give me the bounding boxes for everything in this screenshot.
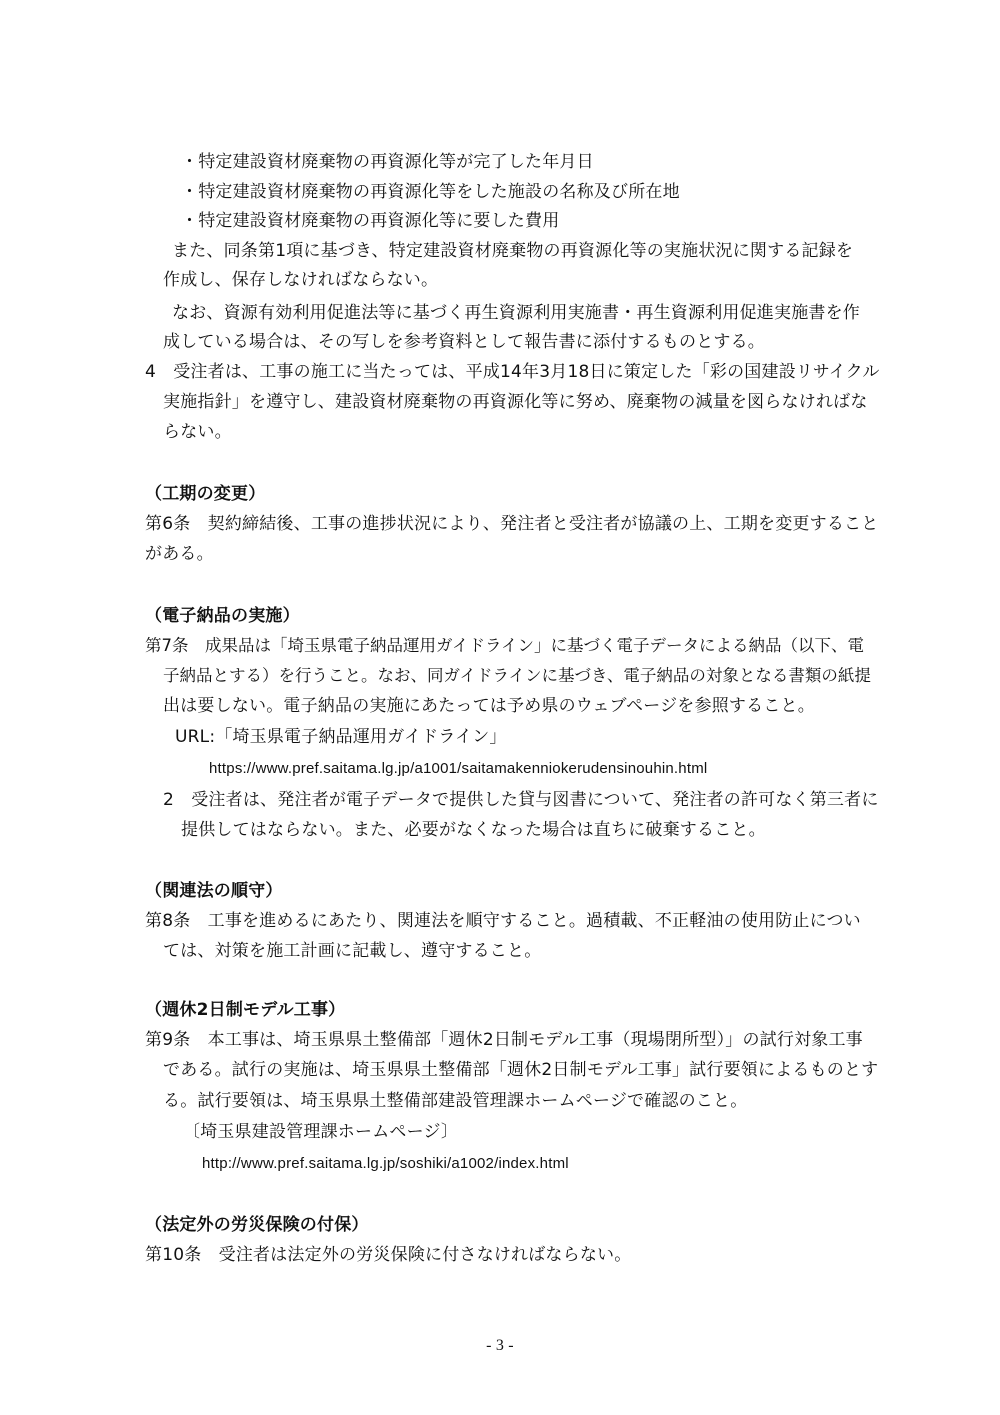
article9-line2: である。試行の実施は、埼玉県県土整備部「週休2日制モデル工事」試行要領によるものとす bbox=[163, 1060, 879, 1080]
bullet-completion-date: ・特定建設資材廃棄物の再資源化等が完了した年月日 bbox=[181, 152, 594, 172]
item4-line1: 4 受注者は、工事の施工に当たっては、平成14年3月18日に策定した「彩の国建設リサイクル bbox=[145, 362, 880, 382]
paragraph-report-line2: 成している場合は、その写しを参考資料として報告書に添付するものとする。 bbox=[163, 332, 765, 352]
page-number: - 3 - bbox=[486, 1337, 514, 1354]
item4-line2: 実施指針」を遵守し、建設資材廃棄物の再資源化等に努め、廃棄物の減量を図らなければな bbox=[163, 392, 868, 412]
article7-heading: （電子納品の実施） bbox=[145, 606, 300, 626]
article7-item2-line1: 2 受注者は、発注者が電子データで提供した貸与図書について、発注者の許可なく第三者に bbox=[163, 790, 879, 810]
article9-heading: （週休2日制モデル工事） bbox=[145, 1000, 346, 1020]
paragraph-record-line1: また、同条第1項に基づき、特定建設資材廃棄物の再資源化等の実施状況に関する記録を bbox=[172, 241, 854, 261]
article7-line3: 出は要しない。電子納品の実施にあたっては予め県のウェブページを参照すること。 bbox=[163, 696, 815, 716]
article6-line2: がある。 bbox=[145, 544, 214, 564]
article7-item2-line2: 提供してはならない。また、必要がなくなった場合は直ちに破棄すること。 bbox=[181, 820, 766, 840]
article9-line1: 第9条 本工事は、埼玉県県土整備部「週休2日制モデル工事（現場閉所型）」の試行対象工事 bbox=[145, 1030, 863, 1050]
article8-line2: ては、対策を施工計画に記載し、遵守すること。 bbox=[163, 941, 542, 961]
article10-heading: （法定外の労災保険の付保） bbox=[145, 1215, 369, 1235]
article6-line1: 第6条 契約締結後、工事の進捗状況により、発注者と受注者が協議の上、工期を変更すること bbox=[145, 514, 879, 534]
homepage-url: http://www.pref.saitama.lg.jp/soshiki/a1002/index.html bbox=[202, 1155, 569, 1172]
article6-heading: （工期の変更） bbox=[145, 484, 266, 504]
article8-line1: 第8条 工事を進めるにあたり、関連法を順守すること。過積載、不正軽油の使用防止につい bbox=[145, 911, 861, 931]
item4-line3: らない。 bbox=[163, 422, 232, 442]
homepage-link-label: 〔埼玉県建設管理課ホームページ〕 bbox=[183, 1122, 459, 1142]
bullet-facility-name: ・特定建設資材廃棄物の再資源化等をした施設の名称及び所在地 bbox=[181, 182, 680, 202]
article9-line3: る。試行要領は、埼玉県県土整備部建設管理課ホームページで確認のこと。 bbox=[163, 1091, 748, 1111]
bullet-cost: ・特定建設資材廃棄物の再資源化等に要した費用 bbox=[181, 211, 560, 231]
article7-line2: 子納品とする）を行うこと。なお、同ガイドラインに基づき、電子納品の対象となる書類の紙提 bbox=[163, 666, 871, 685]
guideline-url-label: URL:「埼玉県電子納品運用ガイドライン」 bbox=[175, 727, 507, 747]
article10-line1: 第10条 受注者は法定外の労災保険に付さなければならない。 bbox=[145, 1245, 632, 1265]
paragraph-record-line2: 作成し、保存しなければならない。 bbox=[163, 270, 439, 290]
paragraph-report-line1: なお、資源有効利用促進法等に基づく再生資源利用実施書・再生資源利用促進実施書を作 bbox=[172, 303, 860, 323]
guideline-url: https://www.pref.saitama.lg.jp/a1001/saitamakenniokerudensinouhin.html bbox=[209, 760, 708, 777]
article8-heading: （関連法の順守） bbox=[145, 881, 283, 901]
article7-line1: 第7条 成果品は「埼玉県電子納品運用ガイドライン」に基づく電子データによる納品（以下、電 bbox=[145, 636, 865, 655]
